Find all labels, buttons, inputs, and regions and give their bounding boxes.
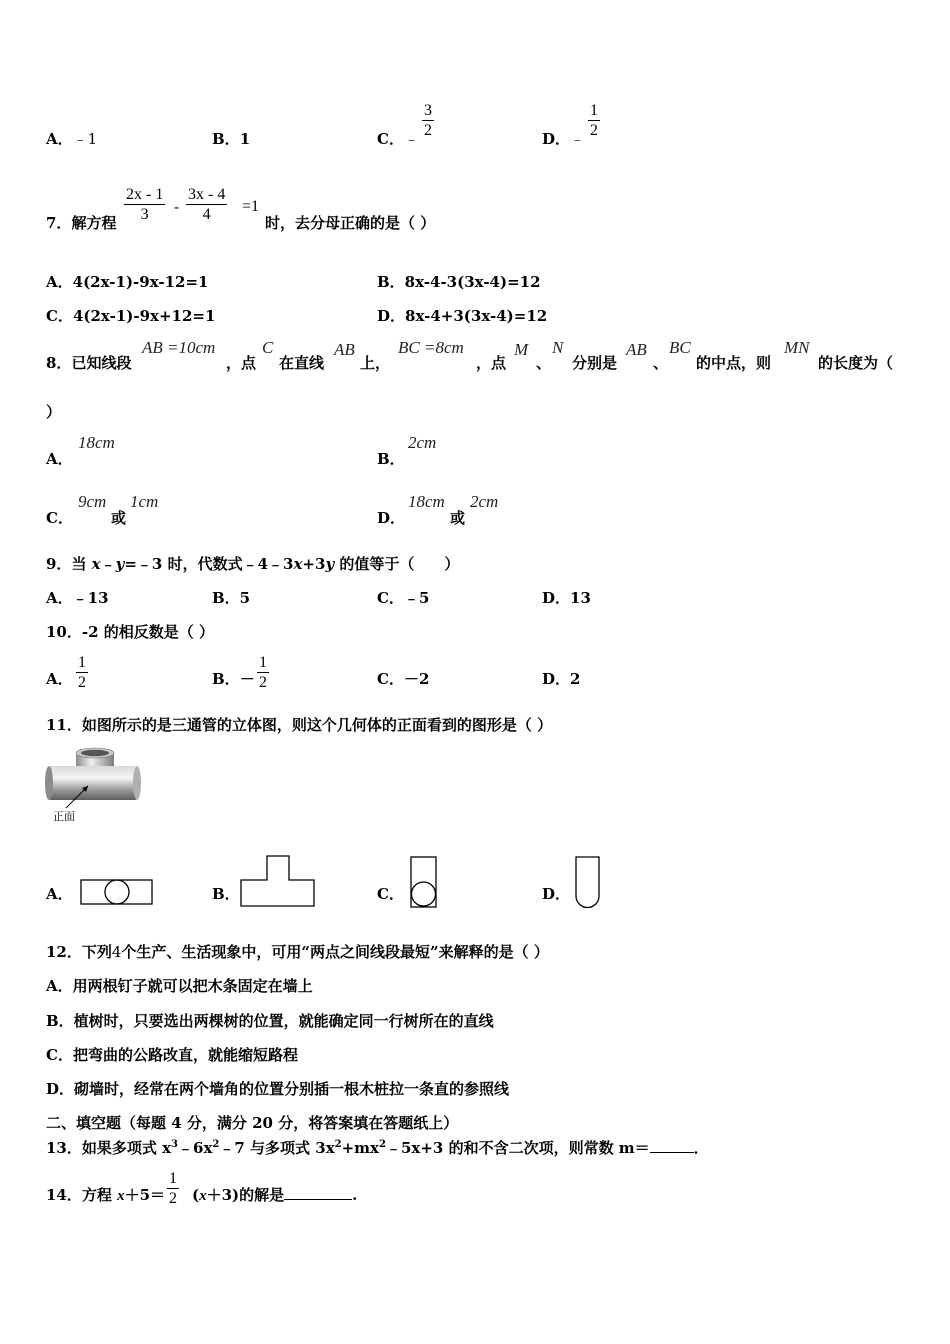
q7-stem-suffix: 时，去分母正确的是（ ） (265, 214, 436, 232)
q8-option-c-label: C． (46, 509, 73, 527)
q7-option-c: C．4(2x-1)-9x+12=1 (46, 307, 216, 325)
q8-number: 8．已知线段 (46, 354, 132, 372)
q12-option-b: B．植树时，只要选出两棵树的位置，就能确定同一行树所在的直线 (46, 1012, 494, 1030)
q8-text: 上， (360, 354, 391, 372)
q10-stem: 10．-2 的相反数是（ ） (46, 623, 214, 641)
q9-option-a: A．﹣13 (46, 589, 109, 607)
q6-option-b: B．1 (212, 130, 251, 148)
q7-fraction-1: $\frac{2x - 1}{3}$ (126, 186, 164, 223)
q14-fraction: $\frac{1}{2}$ (169, 1170, 177, 1207)
q8-option-a-value: 18cm (78, 433, 115, 452)
q8-option-d-label: D． (377, 509, 406, 527)
q7-option-d: D．8x-4+3(3x-4)=12 (377, 307, 548, 325)
q8-math-mn: MN (784, 338, 810, 357)
q8-math-n: N (552, 338, 564, 357)
q11-option-a-figure (80, 877, 154, 907)
section-heading-fill-in: 二、填空题（每题 4 分，满分 20 分，将答案填在答题纸上） (46, 1114, 459, 1132)
q6-option-d-fraction: $\frac{1}{2}$ (590, 102, 598, 139)
q7-option-b: B．8x-4-3(3x-4)=12 (377, 273, 541, 291)
q8-option-d-value-2: 2cm (470, 492, 499, 511)
q8-close-paren: ） (46, 403, 62, 421)
q7-equals: =1 (242, 198, 260, 215)
q8-math-ab: AB (334, 340, 355, 359)
q14-answer-blank[interactable] (284, 1199, 352, 1200)
q8-option-a-label: A． (46, 450, 73, 468)
q11-option-b-label: B． (212, 885, 240, 903)
q8-text: 在直线 (279, 354, 325, 372)
q10-option-a-label: A． (46, 670, 73, 688)
q6-option-c-fraction: $\frac{3}{2}$ (424, 102, 432, 139)
q8-option-c-value-2: 1cm (130, 492, 159, 511)
q8-option-b-value: 2cm (408, 433, 437, 452)
q6-option-a: A．﹣1 (46, 130, 98, 148)
q8-math-ab-2: AB (626, 340, 647, 359)
q8-text: ，点 (226, 354, 257, 372)
q14-stem-right: (x＋3)的解是 . (192, 1186, 358, 1204)
q7-minus: - (174, 198, 180, 216)
q11-option-c-label: C． (377, 885, 404, 903)
q10-option-a-fraction: $\frac{1}{2}$ (78, 654, 86, 691)
q8-math-m: M (514, 340, 529, 359)
q14-stem-left: 14．方程 x＋5＝ (46, 1186, 166, 1204)
q9-option-b: B．5 (212, 589, 251, 607)
q10-option-c: C．－2 (377, 670, 430, 688)
q6-option-c: C．﹣ (377, 130, 419, 148)
q8-option-b-label: B． (377, 450, 405, 468)
q9-option-c: C．﹣5 (377, 589, 430, 607)
q8-text: 、 (536, 354, 552, 372)
tee-pipe-front-label: 正面 (53, 810, 75, 823)
q11-option-a-label: A． (46, 885, 73, 903)
q8-text: 的长度为（ (818, 354, 894, 372)
q8-option-c-or: 或 (111, 509, 127, 527)
q7-stem-prefix: 7．解方程 (46, 214, 117, 232)
q9-stem: 9．当 x﹣y=﹣3 时，代数式﹣4﹣3x+3y 的值等于（ ） (46, 555, 460, 573)
q8-option-d-or: 或 (450, 509, 466, 527)
q9-option-d: D．13 (542, 589, 591, 607)
q8-text: 分别是 (572, 354, 618, 372)
q10-option-d: D．2 (542, 670, 581, 688)
q12-stem: 12．下列4个生产、生活现象中，可用“两点之间线段最短”来解释的是（ ） (46, 943, 549, 961)
q11-option-d-figure (573, 855, 603, 911)
q11-option-d-label: D． (542, 885, 571, 903)
q8-math-bc: BC (669, 338, 691, 357)
q7-option-a: A．4(2x-1)-9x-12=1 (46, 273, 209, 291)
q12-option-c: C．把弯曲的公路改直，就能缩短路程 (46, 1046, 298, 1064)
q12-option-d: D．砌墙时，经常在两个墙角的位置分别插一根木桩拉一条直的参照线 (46, 1080, 510, 1098)
q8-math-c: C (262, 338, 274, 357)
q13-stem: 13．如果多项式 $x^3﹣6x^2﹣7$ 与多项式 $3x^2+mx^2﹣5x+3$ 的和不含二次项，则常数 m＝ ． (46, 1139, 709, 1157)
q8-math-ab-length: AB =10cm (142, 338, 216, 357)
q8-text: 、 (653, 354, 669, 372)
q11-option-b-figure (240, 853, 316, 909)
q8-math-bc-length: BC =8cm (398, 338, 464, 357)
q8-option-c-value-1: 9cm (78, 492, 107, 511)
q8-text: 的中点，则 (696, 354, 772, 372)
q10-option-b-fraction: $\frac{1}{2}$ (259, 654, 267, 691)
q12-option-a: A．用两根钉子就可以把木条固定在墙上 (46, 977, 313, 995)
q10-option-b-label: B．－ (212, 670, 255, 688)
q7-fraction-2: $\frac{3x - 4}{4}$ (188, 186, 226, 223)
q6-option-d: D．﹣ (542, 130, 586, 148)
q13-answer-blank[interactable] (650, 1152, 694, 1153)
q8-option-d-value-1: 18cm (408, 492, 445, 511)
q11-stem: 11．如图所示的是三通管的立体图，则这个几何体的正面看到的图形是（ ） (46, 716, 553, 734)
q8-text: ，点 (476, 354, 507, 372)
q11-option-c-figure (409, 855, 439, 909)
